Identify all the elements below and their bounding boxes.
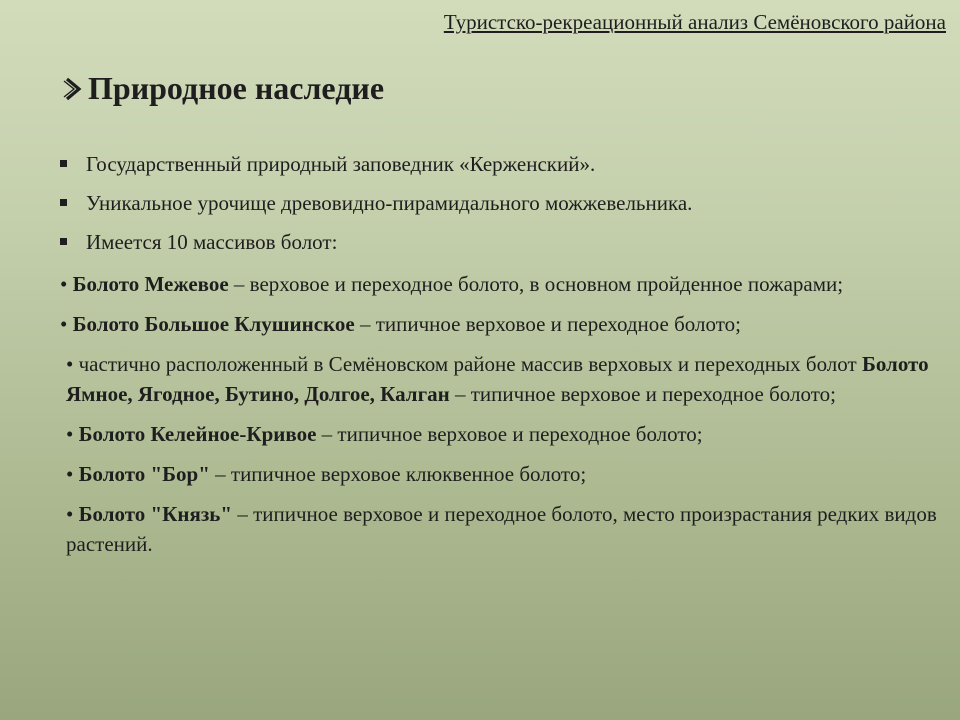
bog-description: – верховое и переходное болото, в основном пройденное пожарами; <box>228 272 844 296</box>
square-bullet-icon <box>60 199 67 206</box>
slide-header: Туристско-рекреационный анализ Семёновского района <box>443 10 946 34</box>
square-bullet-icon <box>60 160 67 167</box>
list-item <box>60 230 940 255</box>
slide-title: Природное наследие <box>88 70 385 106</box>
bog-description: – типичное верховое клюквенное болото; <box>209 462 587 486</box>
bog-name: Болото "Бор" <box>78 462 210 486</box>
square-bullet-icon <box>60 238 67 245</box>
list-item-text: Имеется 10 массивов болот: <box>86 230 338 254</box>
chevron-right-icon <box>62 76 86 102</box>
bullet-dot-icon: • <box>60 312 73 336</box>
bog-item <box>60 499 940 559</box>
bog-item <box>60 419 940 449</box>
bullet-dot-icon: • <box>66 502 79 526</box>
bog-name: Болото "Князь" <box>78 502 233 526</box>
bog-description: – типичное верховое и переходное болото; <box>354 312 741 336</box>
bog-name: Болото Межевое <box>72 272 229 296</box>
bog-description: – типичное верховое и переходное болото; <box>449 382 836 406</box>
bullet-dot-icon: • <box>66 352 79 376</box>
list-item <box>60 152 940 177</box>
bog-name: Болото Келейное-Кривое <box>78 422 317 446</box>
list-item-text: Уникальное урочище древовидно-пирамидального можжевельника. <box>86 191 693 215</box>
bullet-dot-icon: • <box>66 462 79 486</box>
bog-name: Болото Большое Клушинское <box>72 312 355 336</box>
bullet-dot-icon: • <box>66 422 79 446</box>
bog-description: – типичное верховое и переходное болото; <box>316 422 703 446</box>
bog-item <box>60 269 940 299</box>
content-list <box>60 152 940 569</box>
bog-item <box>60 459 940 489</box>
bog-description: – типичное верховое и переходное болото, место произрастания редких видов растений. <box>66 502 937 556</box>
slide-title-block <box>62 70 384 107</box>
bog-intro: частично расположенный в Семёновском районе массив верховых и переходных болот <box>78 352 862 376</box>
bog-name: Болото Ямное, Ягодное, Бутино, Долгое, Калган <box>66 352 929 406</box>
bullet-dot-icon: • <box>60 272 73 296</box>
list-item-text: Государственный природный заповедник «Керженский». <box>86 152 596 176</box>
bog-item <box>60 349 940 409</box>
bog-item <box>60 309 940 339</box>
list-item <box>60 191 940 216</box>
